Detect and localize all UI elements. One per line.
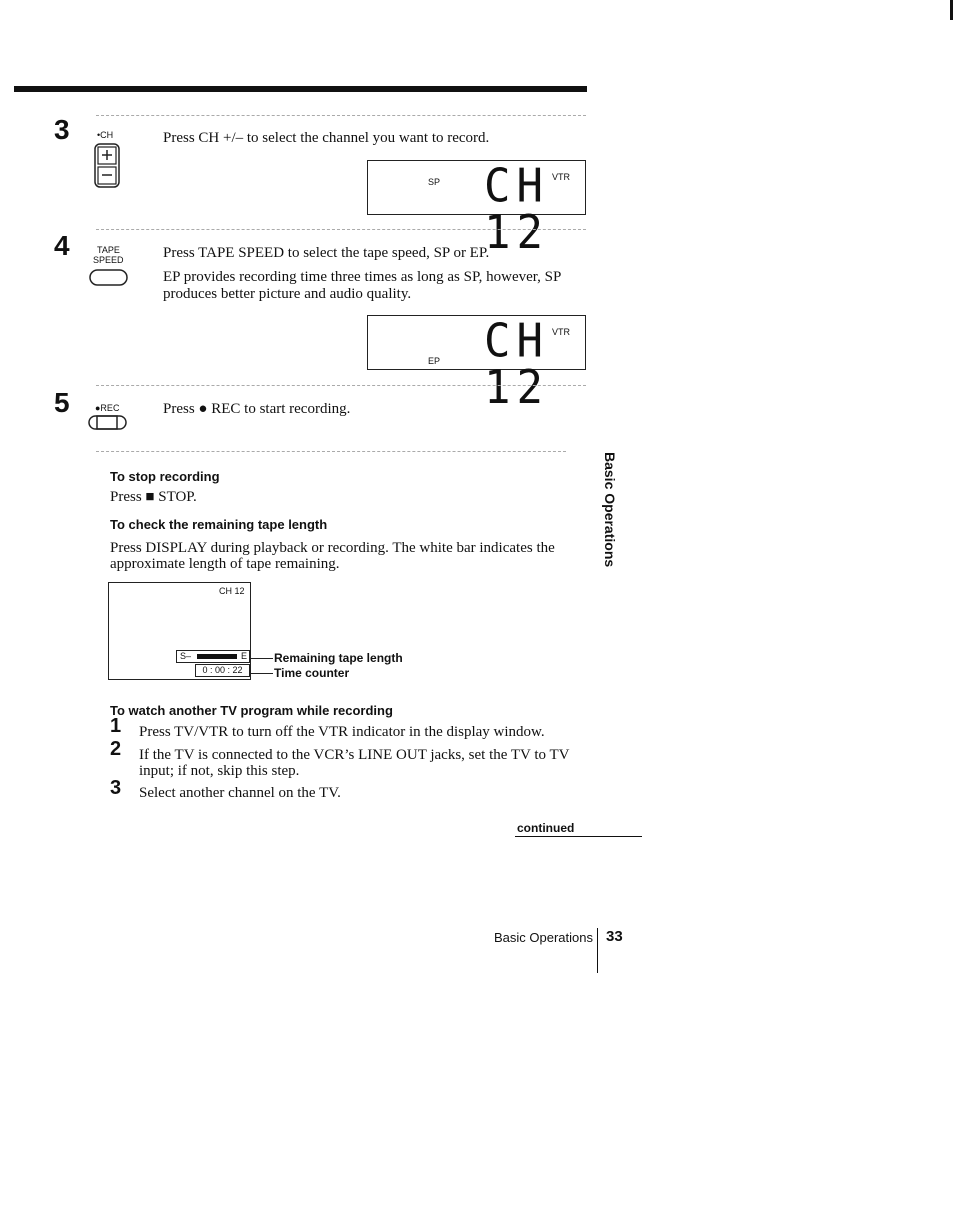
divider — [96, 451, 566, 452]
step-detail: produces better picture and audio quality. — [163, 286, 412, 302]
side-tab: Basic Operations — [602, 452, 618, 568]
item-number: 3 — [110, 777, 122, 799]
item-text: If the TV is connected to the VCR’s LINE OUT jacks, set the TV to TV — [139, 747, 570, 763]
bar-end-label: E — [240, 651, 247, 661]
step-detail: EP provides recording time three times as long as SP, however, SP — [163, 269, 562, 285]
ch-button-label: •CH — [97, 130, 114, 140]
step-number: 5 — [54, 387, 70, 418]
vtr-indicator: VTR — [552, 327, 570, 337]
step-text: Press TAPE SPEED to select the tape speed, SP or EP. — [163, 245, 490, 261]
footer-section: Basic Operations — [494, 930, 593, 945]
tape-speed-label-2: SPEED — [93, 255, 124, 265]
callout-line — [251, 658, 273, 659]
speed-indicator: EP — [428, 356, 441, 366]
item-text: Press TV/VTR to turn off the VTR indicator in the display window. — [139, 724, 545, 740]
callout-line — [251, 673, 273, 674]
channel-readout: CH 12 — [484, 314, 549, 415]
item-text: Select another channel on the TV. — [139, 785, 341, 801]
tape-remaining-bar — [176, 650, 250, 663]
channel-readout: CH 12 — [484, 159, 549, 260]
page-number: 33 — [606, 928, 623, 945]
continued-label: continued — [517, 821, 575, 835]
tv-screen — [108, 582, 251, 680]
callout-counter: Time counter — [274, 666, 350, 680]
screen-channel: CH 12 — [219, 586, 245, 596]
step-number: 3 — [54, 114, 70, 145]
tape-speed-label: TAPE — [97, 245, 120, 255]
bar-fill — [197, 654, 237, 659]
step-text: Press CH +/– to select the channel you want to record. — [163, 130, 490, 146]
edge-mark — [950, 0, 953, 20]
channel-rocker-icon — [93, 143, 123, 189]
section-heading: To check the remaining tape length — [110, 517, 328, 532]
divider — [96, 385, 586, 386]
divider — [96, 115, 586, 116]
display-window — [367, 314, 586, 415]
speed-indicator: SP — [428, 177, 441, 187]
item-number: 2 — [110, 738, 122, 760]
item-text: input; if not, skip this step. — [139, 763, 300, 779]
footer-divider — [597, 928, 598, 973]
check-text: Press DISPLAY during playback or recording. The white bar indicates the — [110, 540, 555, 556]
header-bar — [14, 86, 587, 92]
item-number: 1 — [110, 715, 122, 737]
section-heading: To watch another TV program while recording — [110, 703, 393, 718]
step-number: 4 — [54, 230, 70, 261]
display-window — [367, 159, 586, 260]
rec-button-icon — [88, 414, 128, 432]
section-heading: To stop recording — [110, 469, 220, 484]
check-text: approximate length of tape remaining. — [110, 556, 340, 572]
callout-remaining: Remaining tape length — [274, 651, 403, 665]
time-counter: 0 : 00 : 22 — [195, 664, 250, 677]
bar-start-label: S– — [180, 651, 192, 661]
continued-rule — [515, 836, 642, 837]
tape-speed-button-icon — [89, 268, 129, 288]
rec-button-label: ●REC — [95, 403, 120, 413]
divider — [96, 229, 586, 230]
step-text: Press ● REC to start recording. — [163, 401, 351, 417]
stop-text: Press ■ STOP. — [110, 489, 197, 505]
vtr-indicator: VTR — [552, 172, 570, 182]
